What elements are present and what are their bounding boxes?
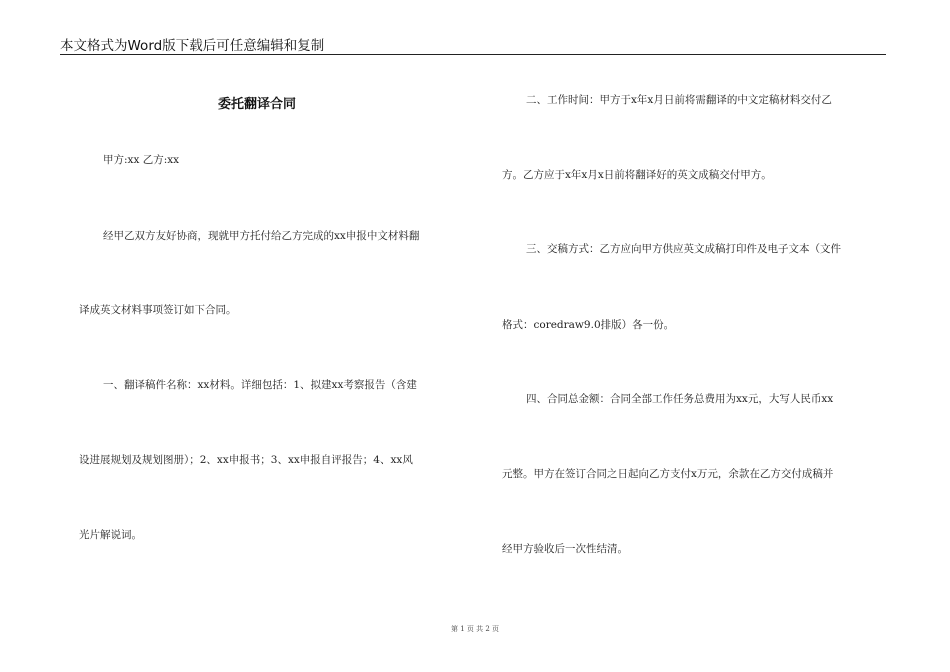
paragraph-line: 经甲方验收后一次性结清。 (502, 543, 628, 555)
party-line: 甲方:xx 乙方:xx (103, 154, 180, 166)
header-text: 本文格式为Word版下载后可任意编辑和复制 (60, 38, 325, 54)
paragraph-line: 格式：coredraw9.0排版）各一份。 (502, 319, 675, 331)
paragraph-line: 设进展规划及规划图册）；2、xx申报书；3、xx申报自评报告；4、xx风 (79, 454, 413, 466)
document-title: 委托翻译合同 (218, 97, 297, 112)
paragraph-line: 光片解说词。 (79, 529, 142, 541)
paragraph-line: 一、翻译稿件名称：xx材料。详细包括：1、拟建xx考察报告（含建 (103, 379, 417, 391)
paragraph-line: 经甲乙双方友好协商，现就甲方托付给乙方完成的xx申报中文材料翻 (103, 230, 420, 242)
page-indicator: 第 1 页 共 2 页 (450, 625, 500, 633)
paragraph-line: 方。乙方应于x年x月x日前将翻译好的英文成稿交付甲方。 (502, 169, 772, 181)
paragraph-line: 三、交稿方式：乙方应向甲方供应英文成稿打印件及电子文本（文件 (526, 243, 841, 255)
paragraph-line: 四、合同总金额：合同全部工作任务总费用为xx元，大写人民币xx (526, 393, 834, 405)
paragraph-line: 元整。甲方在签订合同之日起向乙方支付x万元，余款在乙方交付成稿并 (502, 468, 834, 480)
page-header (60, 30, 886, 55)
paragraph-line: 译成英文材料事项签订如下合同。 (79, 304, 237, 316)
paragraph-line: 二、工作时间：甲方于x年x月日前将需翻译的中文定稿材料交付乙 (526, 94, 832, 106)
